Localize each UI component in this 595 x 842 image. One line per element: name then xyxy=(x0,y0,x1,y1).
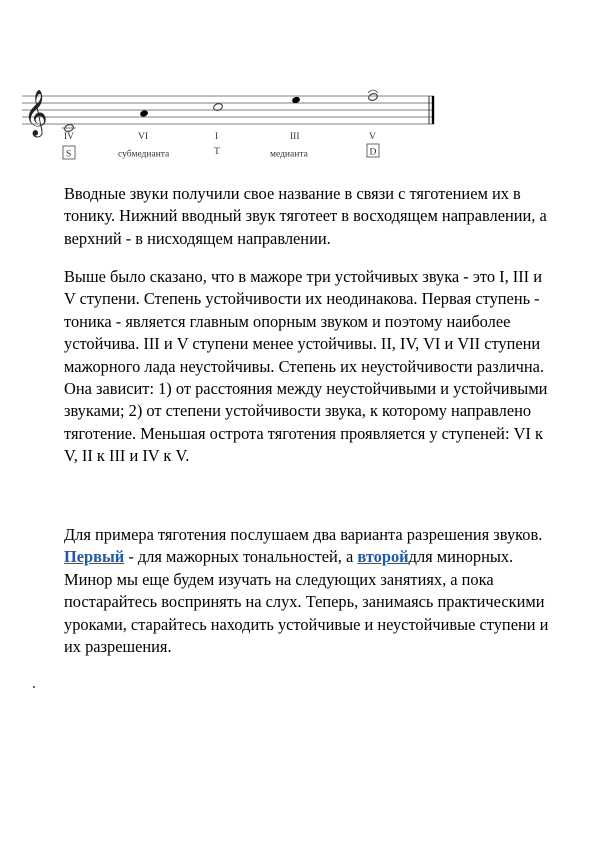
note-vi xyxy=(139,109,149,117)
function-label-s: S xyxy=(66,149,72,160)
slur xyxy=(368,90,378,93)
degree-label: IV xyxy=(64,132,75,142)
function-label-submediant: субмедианта xyxy=(118,149,170,160)
paragraph-resolution-examples xyxy=(64,524,554,658)
paragraph-text-end: для минорных. Минор мы еще будем изучать на следующих занятиях, а пока постарайтесь воспринять на слух. Теперь, занимаясь практическими уроками, старайтесь находить устойчивые и неустойчивые ступени и их разрешения. xyxy=(64,547,549,657)
music-staff xyxy=(22,86,442,166)
degree-label: I xyxy=(215,132,219,142)
paragraph-leading-tones xyxy=(64,183,554,250)
function-label-d: D xyxy=(369,147,377,158)
paragraph-text-start: Для примера тяготения послушаем два варианта разрешения звуков. xyxy=(64,525,543,544)
degree-label: III xyxy=(290,132,300,142)
second-example-link[interactable]: второй xyxy=(357,547,409,567)
degree-label: VI xyxy=(138,132,149,142)
treble-clef-icon: 𝄞 xyxy=(24,90,48,135)
function-label-t: T xyxy=(214,147,220,157)
paragraph-text: Вводные звуки получили свое название в связи с тяготением их в тонику. Нижний вводный звук тяготеет в восходящем направлении, а верхний - в нисходящем направлении. xyxy=(64,184,547,248)
function-label-mediant: медианта xyxy=(270,149,308,160)
paragraph-stable-degrees xyxy=(64,266,554,468)
paragraph-text-middle: - для мажорных тональностей, а xyxy=(124,547,358,567)
note-half-v xyxy=(368,92,379,101)
paragraph-text: Выше было сказано, что в мажоре три устойчивых звука - это I, III и V ступени. Степень устойчивости их неодинакова. Первая ступень - тоника - является главным опорным звуком и поэтому наиболее устойчива. III и V ступени менее устойчивы. II, IV, VI и VII ступени мажорного лада неустойчивы. Степень их неустойчивости различна. Она зависит: 1) от расстояния между неустойчивыми и устойчивыми звуками; 2) от степени устойчивости звука, к которому направлено тяготение. Меньшая острота тяготения проявляется у ступеней: VI к V, II к III и IV к V. xyxy=(64,267,548,466)
first-example-link[interactable]: Первый xyxy=(64,547,125,567)
stray-dot xyxy=(33,686,35,688)
degree-label: V xyxy=(369,132,376,142)
